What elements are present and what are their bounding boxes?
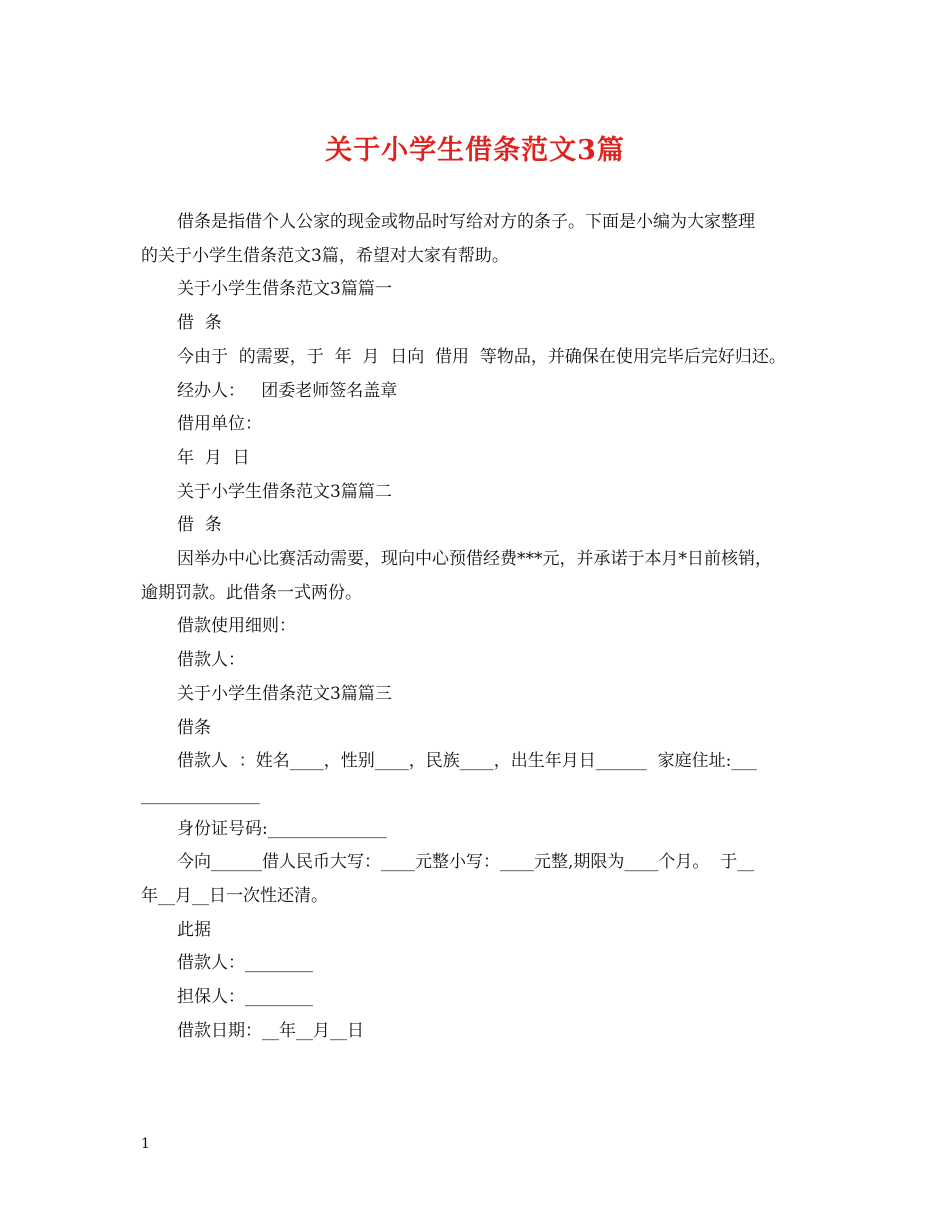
section-2-subtitle: 借 条 <box>177 515 222 536</box>
section-3-id-number: 身份证号码:______________ <box>177 818 387 839</box>
section-2-body-line-2: 逾期罚款。此借条一式两份。 <box>141 582 362 603</box>
section-3-borrower: 借款人：________ <box>177 953 313 974</box>
section-1-unit: 借用单位： <box>177 414 262 435</box>
document-title: 关于小学生借条范文3篇 <box>325 135 625 166</box>
section-2-body-line-1: 因举办中心比赛活动需要，现向中心预借经费***元，并承诺于本月*日前核销， <box>177 549 772 570</box>
section-3-info-line-2: ______________ <box>141 784 260 805</box>
intro-paragraph-line-1: 借条是指借个人公家的现金或物品时写给对方的条子。下面是小编为大家整理 <box>177 212 755 232</box>
section-3-loan-line-2: 年__月__日一次性还清。 <box>141 886 328 907</box>
section-2-rules: 借款使用细则： <box>177 616 296 637</box>
section-3-guarantor: 担保人：________ <box>177 987 313 1008</box>
section-3-loan-date: 借款日期：__年__月__日 <box>177 1020 364 1041</box>
section-3-info-line-1: 借款人 ：姓名____，性别____，民族____，出生年月日______ 家庭住址:___ <box>177 751 757 772</box>
section-3-heading: 关于小学生借条范文3篇篇三 <box>177 683 392 704</box>
section-1-handler: 经办人： 团委老师签名盖章 <box>177 380 398 401</box>
section-1-body: 今由于 的需要，于 年 月 日向 借用 等物品，并确保在使用完毕后完好归还。 <box>177 346 786 367</box>
section-3-subtitle: 借条 <box>177 717 211 738</box>
section-3-loan-line-1: 今向______借人民币大写：____元整小写：____元整,期限为____个月。 于__ <box>177 852 755 873</box>
section-1-date: 年 月 日 <box>177 447 250 468</box>
section-1-heading: 关于小学生借条范文3篇篇一 <box>177 279 392 300</box>
document-body <box>141 206 813 1049</box>
section-3-evidence: 此据 <box>177 919 211 940</box>
section-1-subtitle: 借 条 <box>177 313 222 334</box>
page-number: 1 <box>141 1136 150 1152</box>
section-2-heading: 关于小学生借条范文3篇篇二 <box>177 481 392 502</box>
intro-paragraph-line-2: 的关于小学生借条范文3篇，希望对大家有帮助。 <box>141 245 509 266</box>
section-2-borrower: 借款人： <box>177 650 245 671</box>
